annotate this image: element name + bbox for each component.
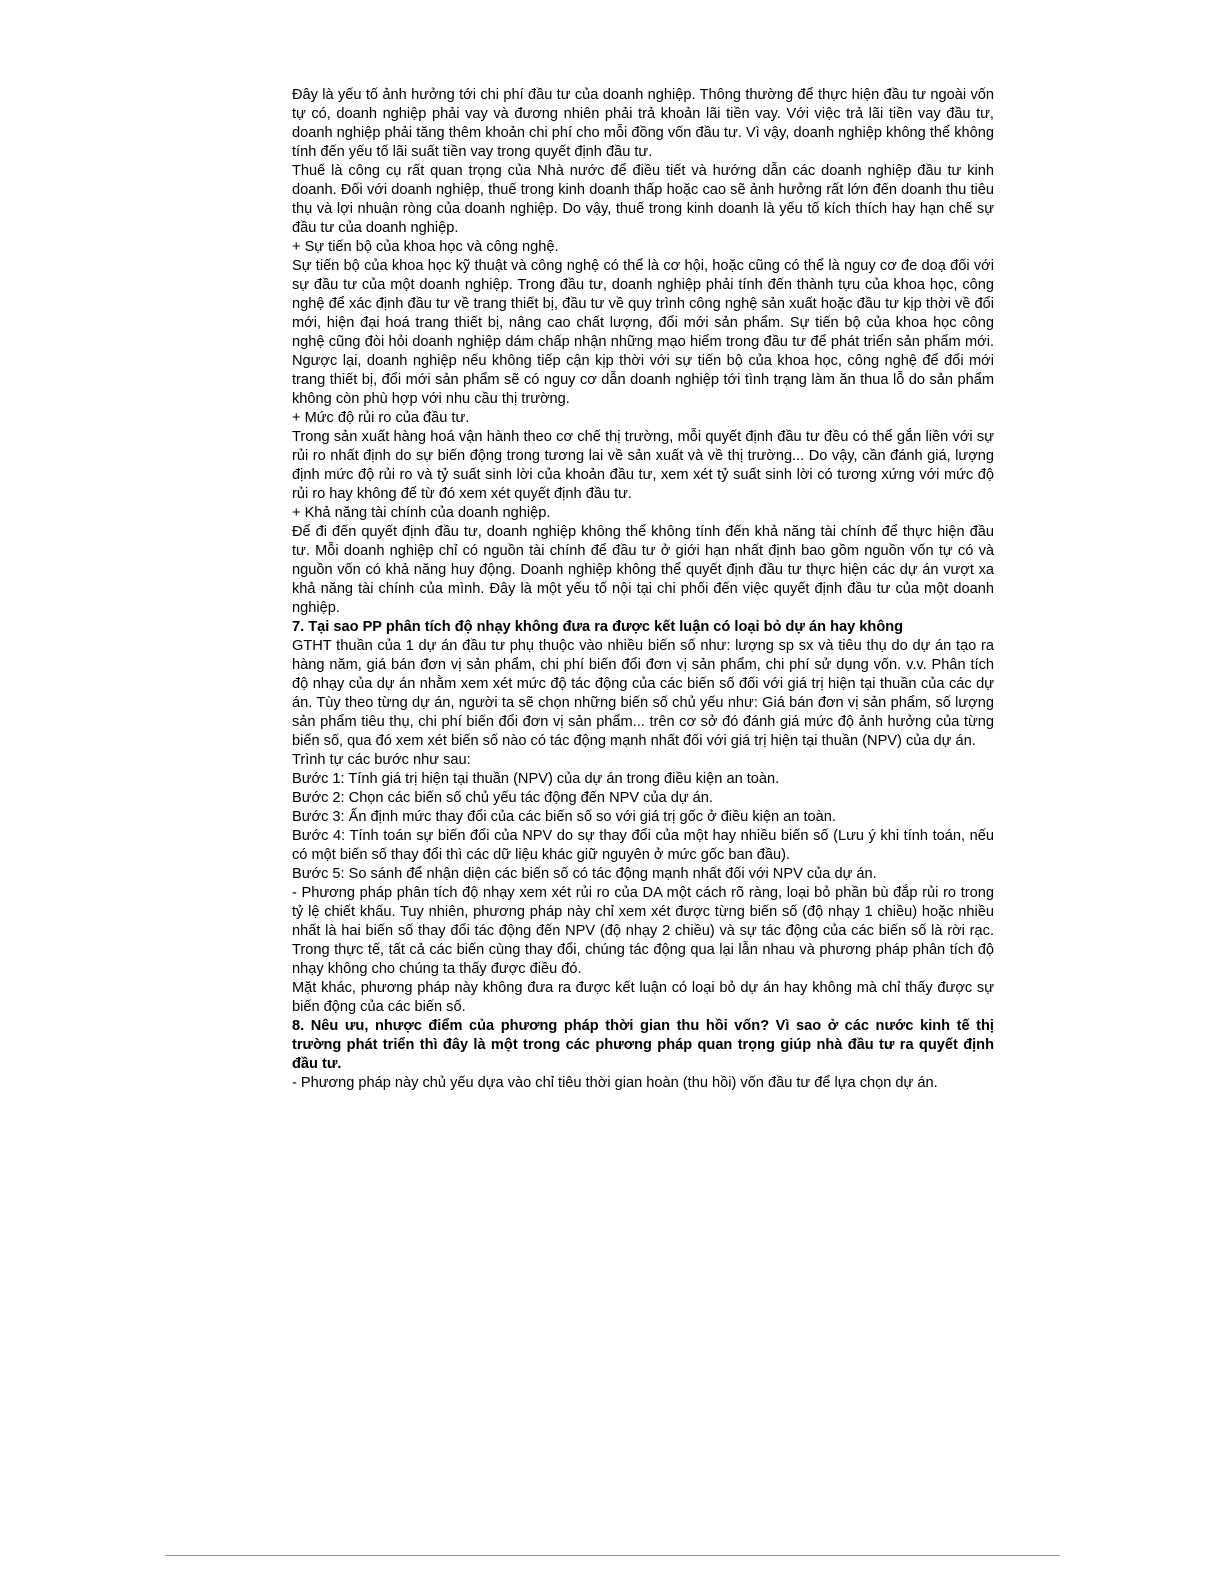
paragraph-step-1: Bước 1: Tính giá trị hiện tại thuần (NPV) của dự án trong điều kiện an toàn. <box>292 771 780 787</box>
paragraph-step-4: Bước 4: Tính toán sự biến đổi của NPV do sự thay đổi của một hay nhiều biến số (Lưu ý khi tính toán, nếu có một biến số thay đổi thì các dữ liệu khác giữ nguyên ở mức gốc ban đầu). <box>292 828 994 863</box>
paragraph-sensitivity-limits: - Phương pháp phân tích độ nhạy xem xét rủi ro của DA một cách rõ ràng, loại bỏ phần bù đắp rủi ro trong tỷ lệ chiết khấu. Tuy nhiên, phương pháp này chỉ xem xét được từng biến số (độ nhạy 1 chiều) hoặc nhiều nhất là hai biến số thay đổi tác động đến NPV (độ nhạy 2 chiều) và sự tác động của các biến số là rời rạc. Trong thực tế, tất cả các biến cùng thay đổi, chúng tác động qua lại lẫn nhau và phương pháp phân tích độ nhạy không cho chúng ta thấy được điều đó. <box>292 885 994 977</box>
paragraph-risk: Trong sản xuất hàng hoá vận hành theo cơ chế thị trường, mỗi quyết định đầu tư đều có thể gắn liền với sự rủi ro nhất định do sự biến động trong tương lai về sản xuất và về thị trường... Do vậy, cần đánh giá, lượng định mức độ rủi ro và tỷ suất sinh lời của khoản đầu tư, xem xét tỷ suất sinh lời có tương xứng với mức độ rủi ro hay không để từ đó xem xét quyết định đầu tư. <box>292 429 994 502</box>
document-body <box>292 86 994 1093</box>
paragraph-sensitivity: GTHT thuần của 1 dự án đầu tư phụ thuộc vào nhiều biến số như: lượng sp sx và tiêu thụ do dự án tạo ra hàng năm, giá bán đơn vị sản phẩm, chi phí biến đổi đơn vị sản phẩm, chi phí sử dụng vốn. v.v. Phân tích độ nhạy của dự án nhằm xem xét mức độ tác động của các biến số đối với giá trị hiện tại thuần của các dự án. Tùy theo từng dự án, người ta sẽ chọn những biến số chủ yếu như: Giá bán đơn vị sản phẩm, số lượng sản phẩm tiêu thụ, chi phí biến đổi đơn vị sản phẩm... trên cơ sở đó đánh giá mức độ ảnh hưởng của từng biến số, qua đó xem xét biến số nào có tác động mạnh nhất đối với giá trị hiện tại thuần (NPV) của dự án. <box>292 638 994 749</box>
heading-question-7: 7. Tại sao PP phân tích độ nhạy không đưa ra được kết luận có loại bỏ dự án hay không <box>292 619 904 635</box>
heading-question-8: 8. Nêu ưu, nhược điểm của phương pháp thời gian thu hồi vốn? Vì sao ở các nước kinh tế thị trường phát triển thì đây là một trong các phương pháp quan trọng giúp nhà đầu tư ra quyết định đầu tư. <box>292 1018 994 1072</box>
paragraph-interest-rate: Đây là yếu tố ảnh hưởng tới chi phí đầu tư của doanh nghiệp. Thông thường để thực hiện đầu tư ngoài vốn tự có, doanh nghiệp phải vay và đương nhiên phải trả khoản lãi tiền vay. Với việc trả lãi tiền vay đầu tư, doanh nghiệp phải tăng thêm khoản chi phí cho mỗi đồng vốn đầu tư. Vì vậy, doanh nghiệp không thể không tính đến yếu tố lãi suất tiền vay trong quyết định đầu tư. <box>292 87 994 160</box>
paragraph-payback: - Phương pháp này chủ yếu dựa vào chỉ tiêu thời gian hoàn (thu hồi) vốn đầu tư để lựa chọn dự án. <box>292 1075 938 1091</box>
paragraph-science-tech-label: + Sự tiến bộ của khoa học và công nghệ. <box>292 239 559 255</box>
paragraph-steps-intro: Trình tự các bước như sau: <box>292 752 471 768</box>
paragraph-finance: Để đi đến quyết định đầu tư, doanh nghiệp không thể không tính đến khả năng tài chính để thực hiện đầu tư. Mỗi doanh nghiệp chỉ có nguồn tài chính để đầu tư ở giới hạn nhất định bao gồm nguồn vốn tự có và nguồn vốn có khả năng huy động. Doanh nghiệp không thể quyết định đầu tư thực hiện các dự án vượt xa khả năng tài chính của mình. Đây là một yếu tố nội tại chi phối đến việc quyết định đầu tư của một doanh nghiệp. <box>292 524 994 616</box>
page-divider <box>165 1555 1060 1556</box>
paragraph-step-3: Bước 3: Ấn định mức thay đổi của các biến số so với giá trị gốc ở điều kiện an toàn. <box>292 809 836 825</box>
paragraph-tax: Thuế là công cụ rất quan trọng của Nhà nước để điều tiết và hướng dẫn các doanh nghiệp đầu tư kinh doanh. Đối với doanh nghiệp, thuế trong kinh doanh thấp hoặc cao sẽ ảnh hưởng rất lớn đến doanh thu tiêu thụ và lợi nhuận ròng của doanh nghiệp. Do vậy, thuế trong kinh doanh là yếu tố kích thích hay hạn chế sự đầu tư của doanh nghiệp. <box>292 163 994 236</box>
paragraph-risk-label: + Mức độ rủi ro của đầu tư. <box>292 410 470 426</box>
paragraph-finance-label: + Khả năng tài chính của doanh nghiệp. <box>292 505 551 521</box>
paragraph-step-5: Bước 5: So sánh để nhận diện các biến số có tác động mạnh nhất đối với NPV của dự án. <box>292 866 877 882</box>
paragraph-conclusion: Mặt khác, phương pháp này không đưa ra được kết luận có loại bỏ dự án hay không mà chỉ thấy được sự biến động của các biến số. <box>292 980 994 1015</box>
paragraph-step-2: Bước 2: Chọn các biến số chủ yếu tác động đến NPV của dự án. <box>292 790 713 806</box>
paragraph-science-tech: Sự tiến bộ của khoa học kỹ thuật và công nghệ có thể là cơ hội, hoặc cũng có thể là nguy cơ đe doạ đối với sự đầu tư của một doanh nghiệp. Trong đầu tư, doanh nghiệp phải tính đến thành tựu của khoa học, công nghệ để xác định đầu tư về trang thiết bị, đầu tư về quy trình công nghệ sản xuất hoặc đầu tư kịp thời về đổi mới, hiện đại hoá trang thiết bị, nâng cao chất lượng, đổi mới sản phẩm. Sự tiến bộ của khoa học công nghệ cũng đòi hỏi doanh nghiệp dám chấp nhận những mạo hiểm trong đầu tư để phát triển sản phẩm mới. Ngược lại, doanh nghiệp nếu không tiếp cận kịp thời với sự tiến bộ của khoa học, công nghệ để đổi mới trang thiết bị, đổi mới sản phẩm sẽ có nguy cơ dẫn doanh nghiệp tới tình trạng làm ăn thua lỗ do sản phẩm không còn phù hợp với nhu cầu thị trường. <box>292 258 994 407</box>
